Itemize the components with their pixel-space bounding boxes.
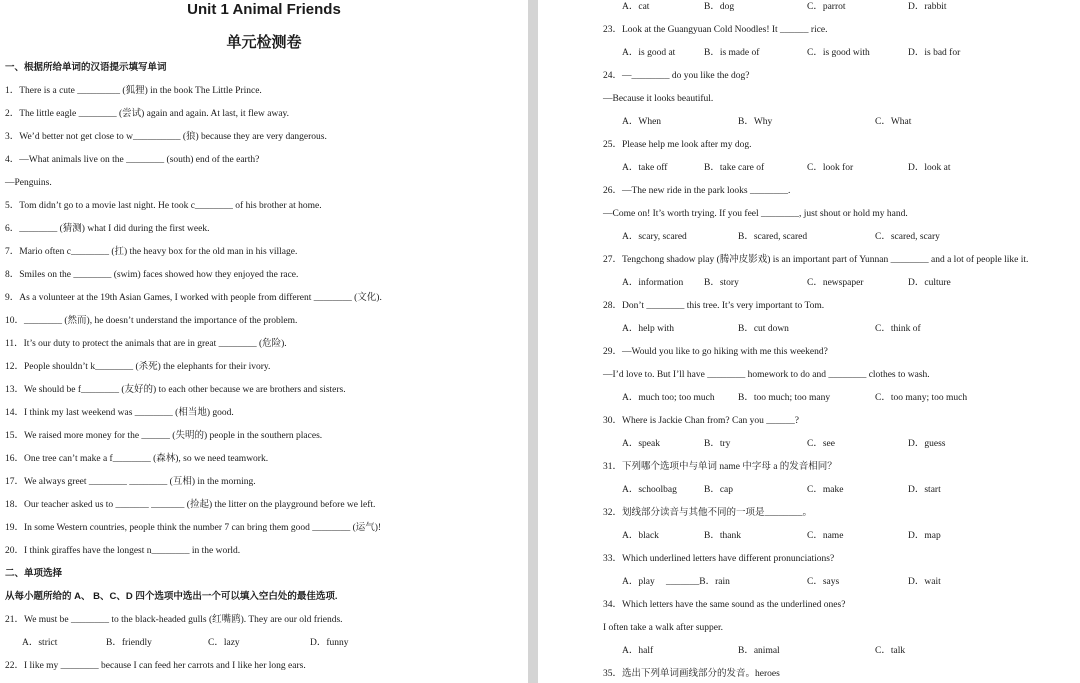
option-d: D．culture (908, 278, 951, 288)
option-b: B．thank (704, 531, 741, 541)
question-27: 27．Tengchong shadow play (腾冲皮影戏) is an important part of Yunnan ________ and a lot of people like it. (603, 255, 1029, 265)
question-16: 16．One tree can’t make a f________ (森林), so we need teamwork. (5, 454, 269, 464)
option-b: B．animal (738, 646, 780, 656)
section-2-instructions: 从每小题所给的 A、 B、C、D 四个选项中选出一个可以填入空白处的最佳选项. (5, 591, 338, 602)
option-c: C．lazy (208, 638, 240, 648)
option-b: B．too much; too many (738, 393, 831, 403)
question-4: 4．—What animals live on the ________ (south) end of the earth? (5, 155, 260, 165)
option-a: A．scary, scared (622, 232, 687, 242)
option-b: B．friendly (106, 638, 152, 648)
question-4-answer: —Penguins. (5, 178, 52, 188)
question-20: 20．I think giraffes have the longest n________ in the world. (5, 546, 241, 556)
option-a: A．take off (622, 163, 668, 173)
question-3: 3．We’d better not get close to w__________ (狼) because they are very dangerous. (5, 132, 327, 142)
option-c: C．What (875, 117, 912, 127)
question-9: 9．As a volunteer at the 19th Asian Games, I worked with people from different ________ (文化). (5, 293, 382, 303)
question-18: 18．Our teacher asked us to _______ _______ (捡起) the litter on the playground before we left. (5, 500, 376, 510)
option-c: C．see (807, 439, 835, 449)
option-c: C．make (807, 485, 844, 495)
question-26-answer: —Come on! It’s worth trying. If you feel ________, just shout or hold my hand. (603, 209, 908, 219)
question-21: 21．We must be ________ to the black-headed gulls (红嘴鸥). They are our old friends. (5, 615, 343, 625)
right-page (538, 0, 1080, 683)
option-d: D．wait (908, 577, 941, 587)
question-34: 34．Which letters have the same sound as the underlined ones? (603, 600, 846, 610)
question-33: 33．Which underlined letters have different pronunciations? (603, 554, 835, 564)
page-gutter (528, 0, 538, 683)
option-c: C．too many; too much (875, 393, 968, 403)
option-d: D．look at (908, 163, 951, 173)
option-a: A．cat (622, 2, 650, 12)
option-b: B．story (704, 278, 739, 288)
question-29: 29．—Would you like to go hiking with me this weekend? (603, 347, 828, 357)
option-a: A．black (622, 531, 659, 541)
question-2: 2．The little eagle ________ (尝试) again and again. At last, it flew away. (5, 109, 290, 119)
question-10: 10．________ (然而), he doesn’t understand the importance of the problem. (5, 316, 298, 326)
option-c: C．talk (875, 646, 906, 656)
option-b: B．dog (704, 2, 735, 12)
question-32: 32．划线部分读音与其他不同的一项是________。 (603, 508, 813, 518)
option-a: A．When (622, 117, 662, 127)
question-35: 35．选出下列单词画线部分的发音。heroes (603, 669, 780, 679)
question-29-answer: —I’d love to. But I’ll have ________ homework to do and ________ clothes to wash. (603, 370, 930, 380)
option-c: C．scared, scary (875, 232, 940, 242)
question-26: 26．—The new ride in the park looks ________. (603, 186, 791, 196)
option-b: B．is made of (704, 48, 760, 58)
question-8: 8．Smiles on the ________ (swim) faces showed how they enjoyed the race. (5, 270, 299, 280)
option-a: A．speak (622, 439, 660, 449)
option-b: B．try (704, 439, 731, 449)
question-28: 28．Don’t ________ this tree. It’s very important to Tom. (603, 301, 825, 311)
option-d: D．is bad for (908, 48, 961, 58)
section-2-heading: 二、单项选择 (5, 568, 63, 579)
question-12: 12．People shouldn’t k________ (杀死) the elephants for their ivory. (5, 362, 271, 372)
option-b: B．cut down (738, 324, 789, 334)
option-a: A．is good at (622, 48, 676, 58)
option-b: _______B．rain (666, 577, 730, 587)
question-11: 11．It’s our duty to protect the animals that are in great ________ (危险). (5, 339, 287, 349)
option-c: C．newspaper (807, 278, 864, 288)
question-25: 25．Please help me look after my dog. (603, 140, 752, 150)
option-c: C．says (807, 577, 840, 587)
option-d: D．guess (908, 439, 946, 449)
option-b: B．take care of (704, 163, 765, 173)
question-24: 24．—________ do you like the dog? (603, 71, 750, 81)
question-34-sentence: I often take a walk after supper. (603, 623, 724, 633)
question-13: 13．We should be f________ (友好的) to each other because we are brothers and sisters. (5, 385, 346, 395)
option-d: D．funny (310, 638, 349, 648)
option-a: A．much too; too much (622, 393, 715, 403)
question-19: 19．In some Western countries, people think the number 7 can bring them good ________ (运气)! (5, 523, 382, 533)
option-a: A．schoolbag (622, 485, 677, 495)
question-23: 23．Look at the Guangyuan Cold Noodles! It ______ rice. (603, 25, 828, 35)
option-b: B．Why (738, 117, 773, 127)
option-c: C．is good with (807, 48, 870, 58)
question-22: 22．I like my ________ because I can feed her carrots and I like her long ears. (5, 661, 306, 671)
option-b: B．cap (704, 485, 734, 495)
question-31: 31．下列哪个选项中与单词 name 中字母 a 的发音相同？ (603, 462, 837, 472)
question-15: 15．We raised more money for the ______ (失明的) people in the southern places. (5, 431, 323, 441)
question-30: 30．Where is Jackie Chan from? Can you ______? (603, 416, 800, 426)
option-c: C．parrot (807, 2, 846, 12)
option-a: A．strict (22, 638, 58, 648)
option-d: D．rabbit (908, 2, 947, 12)
option-a: A．half (622, 646, 654, 656)
option-a: A．information (622, 278, 684, 288)
option-d: D．map (908, 531, 941, 541)
question-5: 5．Tom didn’t go to a movie last night. He took c________ of his brother at home. (5, 201, 322, 211)
question-7: 7．Mario often c________ (扛) the heavy box for the old man in his village. (5, 247, 298, 257)
left-page (0, 0, 528, 683)
section-1-heading: 一、根据所给单词的汉语提示填写单词 (5, 62, 167, 73)
question-14: 14．I think my last weekend was ________ (相当地) good. (5, 408, 234, 418)
unit-title: Unit 1 Animal Friends (187, 1, 341, 18)
option-c: C．look for (807, 163, 854, 173)
question-1: 1．There is a cute _________ (狐狸) in the book The Little Prince. (5, 86, 262, 96)
option-c: C．name (807, 531, 844, 541)
test-subtitle: 单元检测卷 (226, 34, 302, 51)
option-a: A．help with (622, 324, 674, 334)
option-d: D．start (908, 485, 941, 495)
question-24-answer: —Because it looks beautiful. (603, 94, 714, 104)
option-c: C．think of (875, 324, 921, 334)
option-a: A．play (622, 577, 655, 587)
question-6: 6．________ (猜测) what I did during the first week. (5, 224, 210, 234)
question-17: 17．We always greet ________ ________ (互相) in the morning. (5, 477, 256, 487)
option-b: B．scared, scared (738, 232, 808, 242)
